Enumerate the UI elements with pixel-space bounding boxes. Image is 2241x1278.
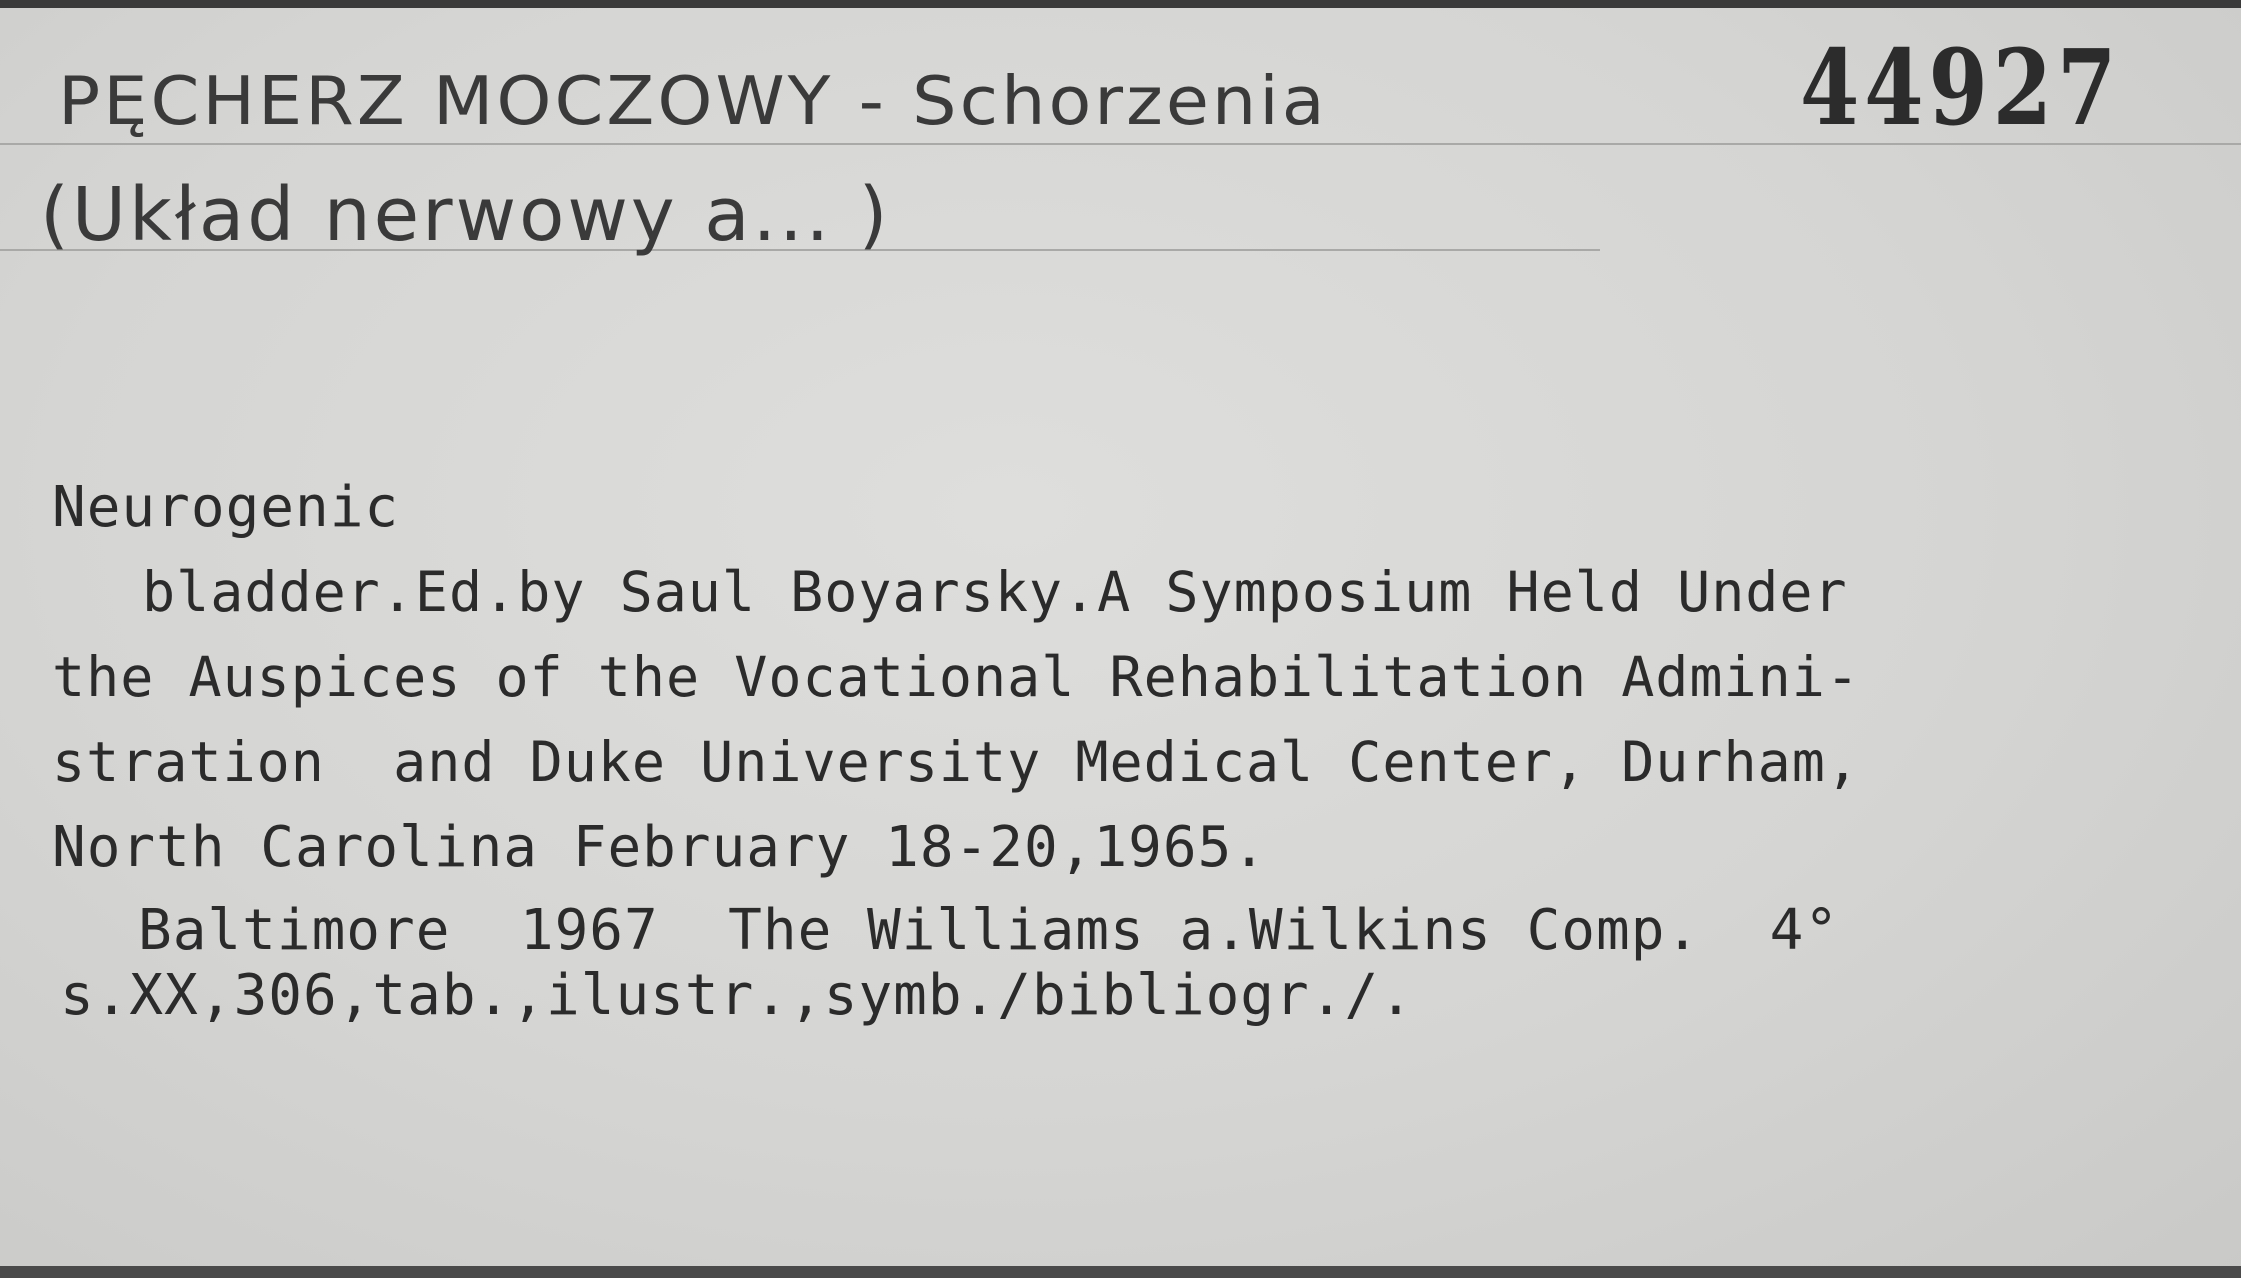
entry-line: Baltimore 1967 The Williams a.Wilkins Comp. 4° [138, 898, 1840, 963]
entry-line: stration and Duke University Medical Center, Durham, [52, 730, 1860, 794]
entry-line: the Auspices of the Vocational Rehabilitation Admini- [52, 645, 1860, 709]
entry-line: bladder.Ed.by Saul Boyarsky.A Symposium Held Under [142, 560, 1848, 624]
card-bottom-edge [0, 1266, 2241, 1278]
entry-line: s.XX,306,tab.,ilustr.,symb./bibliogr./. [60, 963, 1414, 1028]
card-top-edge [0, 0, 2241, 8]
entry-line: Neurogenic [52, 475, 400, 540]
subject-heading: PĘCHERZ MOCZOWY - Schorzenia [58, 62, 1328, 140]
subject-subheading: (Układ nerwowy a... ) [40, 172, 891, 258]
catalog-number: 44927 [1800, 26, 2122, 149]
entry-line: North Carolina February 18-20,1965. [52, 815, 1268, 880]
